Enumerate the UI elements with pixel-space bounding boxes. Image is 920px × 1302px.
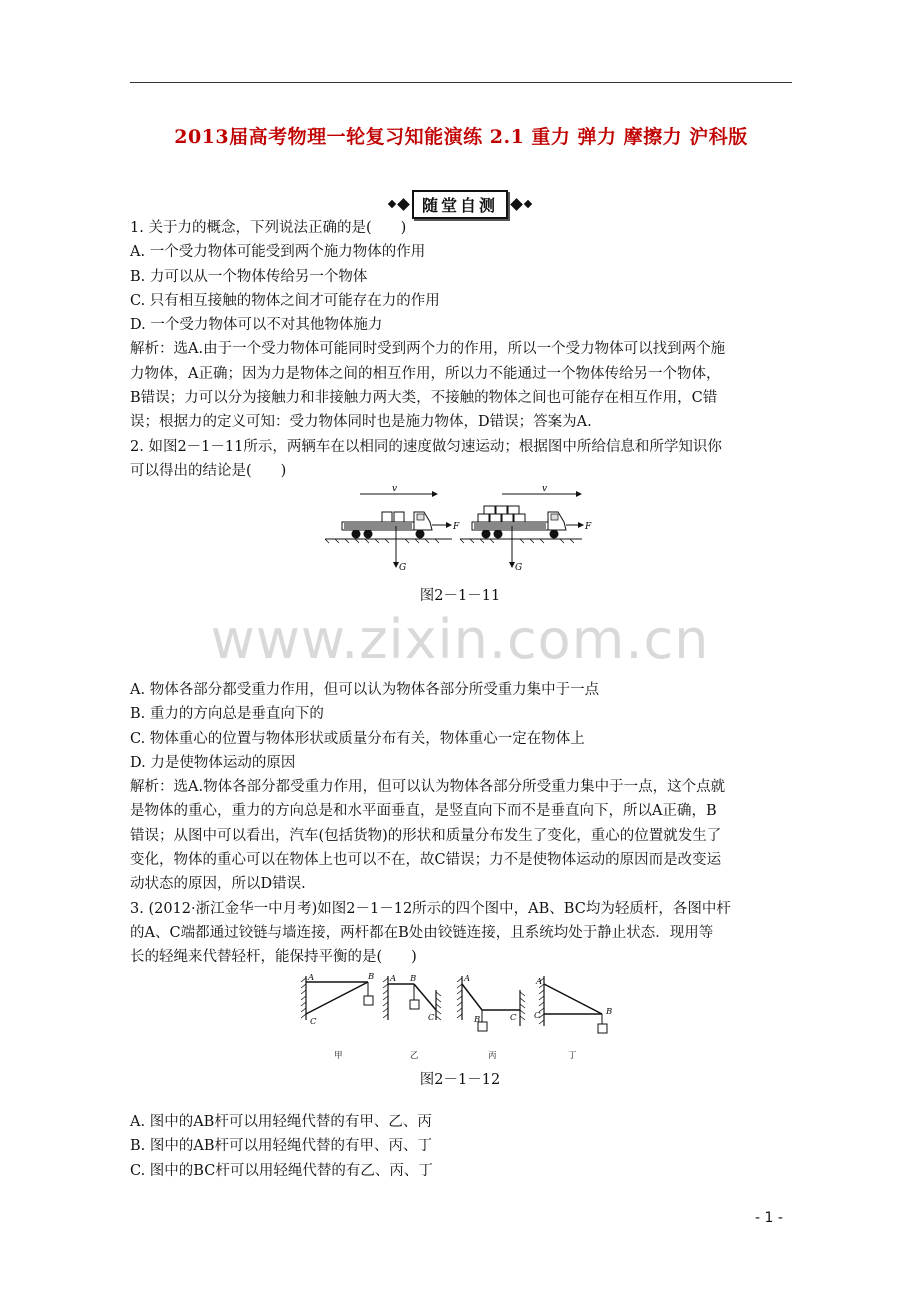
panel-yi — [383, 974, 441, 1061]
question-stem: 可以得出的结论是( ) — [130, 462, 287, 479]
document-title: 2013届高考物理一轮复习知能演练 2.1 重力 弹力 摩擦力 沪科版 — [174, 126, 748, 148]
option-c: C. 图中的BC杆可以用轻绳代替的有乙、丙、丁 — [130, 1162, 433, 1179]
panel-label: 乙 — [410, 1051, 419, 1061]
trucks-figure — [320, 482, 605, 574]
panel-label: 丙 — [488, 1051, 497, 1061]
velocity-label: v — [542, 484, 548, 494]
analysis-line: 动状态的原因，所以D错误. — [130, 876, 306, 893]
watermark: www.zixin.com.cn — [210, 608, 710, 671]
svg-text:B: B — [474, 1015, 481, 1025]
question-1 — [130, 216, 792, 483]
gravity-label: G — [515, 563, 523, 573]
svg-text:A: A — [390, 974, 397, 984]
option-b: B. 力可以从一个物体传给另一个物体 — [130, 268, 368, 285]
question-stem: 的A、C端都通过铰链与墙连接，两杆都在B处由铰链连接，且系统均处于静止状态．现用等 — [130, 924, 714, 941]
option-d: D. 力是使物体运动的原因 — [130, 754, 296, 771]
page-number: - 1 - — [755, 1210, 783, 1226]
analysis-line: 解析：选A.物体各部分都受重力作用，但可以认为物体各部分所受重力集中于一点，这个点就 — [130, 779, 726, 796]
question-3-options — [130, 1110, 792, 1183]
option-b: B. 重力的方向总是垂直向下的 — [130, 706, 324, 723]
force-label: F — [585, 522, 592, 532]
analysis-line: 变化，物体的重心可以在物体上也可以不在，故C错误；力不是使物体运动的原因而是改变运 — [130, 852, 722, 869]
header-rule — [130, 82, 792, 83]
svg-text:C: C — [510, 1013, 517, 1023]
velocity-label: v — [392, 484, 398, 494]
option-d: D. 一个受力物体可以不对其他物体施力 — [130, 317, 383, 334]
option-a: A. 图中的AB杆可以用轻绳代替的有甲、乙、丙 — [130, 1114, 432, 1130]
panel-label: 甲 — [334, 1051, 343, 1061]
option-b: B. 图中的AB杆可以用轻绳代替的有甲、丙、丁 — [130, 1138, 432, 1155]
svg-text:A: A — [536, 977, 543, 987]
option-a: A. 物体各部分都受重力作用，但可以认为物体各部分所受重力集中于一点 — [130, 682, 600, 698]
diamond-icon — [397, 198, 410, 211]
analysis-line: 是物体的重心，重力的方向总是和水平面垂直，是竖直向下而不是垂直向下，所以A正确，B — [130, 803, 717, 820]
question-stem: 3. (2012·浙江金华一中月考)如图2－1－12所示的四个图中，AB、BC均为轻质杆，各图中杆 — [130, 900, 731, 917]
option-c: C. 物体重心的位置与物体形状或质量分布有关，物体重心一定在物体上 — [130, 730, 585, 747]
figure-caption: 图2－1－11 — [419, 588, 501, 604]
analysis-line: 力物体，A正确；因为力是物体之间的相互作用，所以力不能通过一个物体传给另一个物体， — [130, 365, 721, 382]
panel-bing — [457, 974, 525, 1061]
diamond-icon — [524, 200, 532, 208]
panel-ding — [534, 976, 612, 1061]
option-c: C. 只有相互接触的物体之间才可能存在力的作用 — [130, 292, 440, 309]
question-2-body — [130, 678, 792, 970]
figure-caption: 图2－1－12 — [419, 1072, 501, 1088]
panel-jia — [301, 972, 374, 1061]
svg-text:C: C — [428, 1013, 435, 1023]
diamond-icon — [388, 200, 396, 208]
svg-text:C: C — [310, 1017, 317, 1027]
question-stem: 1. 关于力的概念，下列说法正确的是( ) — [130, 220, 407, 236]
analysis-line: 误；根据力的定义可知：受力物体同时也是施力物体，D错误；答案为A. — [130, 414, 592, 431]
svg-text:A: A — [308, 973, 315, 983]
truck-1 — [325, 484, 460, 573]
svg-text:B: B — [606, 1007, 613, 1017]
section-banner — [360, 190, 560, 218]
analysis-line: 错误；从图中可以看出，汽车(包括货物)的形状和质量分布发生了变化，重心的位置就发生了 — [130, 827, 722, 844]
analysis-line: 解析：选A.由于一个受力物体可能同时受到两个力的作用，所以一个受力物体可以找到两个施 — [130, 341, 726, 358]
svg-text:B: B — [410, 974, 417, 984]
svg-text:A: A — [464, 974, 471, 984]
diamond-icon — [510, 198, 523, 211]
force-label: F — [453, 522, 460, 532]
analysis-line: B错误；力可以分为接触力和非接触力两大类，不接触的物体之间也可能存在相互作用，C错 — [130, 390, 718, 407]
question-stem: 2. 如图2－1－11所示，两辆车在以相同的速度做匀速运动；根据图中所给信息和所学知识你 — [130, 438, 722, 455]
svg-text:C: C — [534, 1011, 541, 1021]
panel-label: 丁 — [568, 1051, 577, 1061]
svg-text:B: B — [368, 972, 375, 982]
question-stem: 长的轻绳来代替轻杆，能保持平衡的是( ) — [130, 949, 417, 966]
section-banner-label: 随堂自测 — [412, 190, 508, 219]
gravity-label: G — [399, 563, 407, 573]
option-a: A. 一个受力物体可能受到两个施力物体的作用 — [130, 244, 426, 261]
rods-figure — [298, 970, 628, 1066]
truck-2 — [460, 484, 592, 573]
